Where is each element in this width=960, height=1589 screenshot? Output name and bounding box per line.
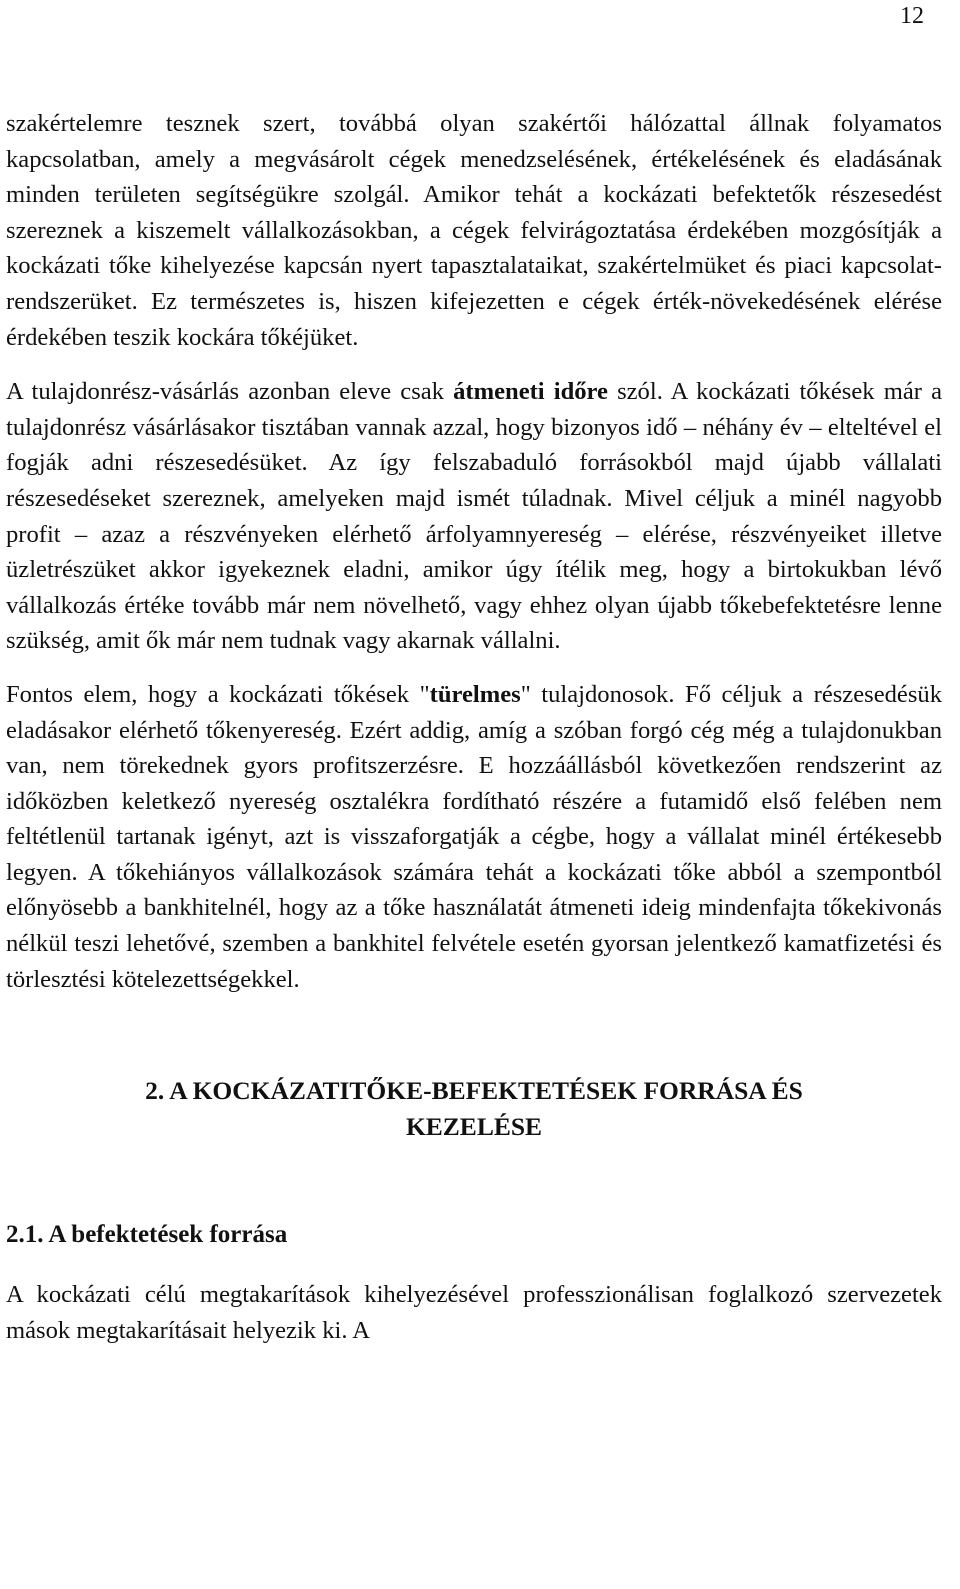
emphasis-temporary: átmeneti időre — [453, 378, 608, 406]
paragraph-expertise: szakértelemre tesznek szert, továbbá olyan szakértői hálózattal állnak folyamatos kapcsolatban, amely a megvásárolt cégek menedzselésének, értékelésének és eladásának minden területen segítségükre szolgál. Amikor tehát a kockázati befektetők részesedést szereznek a kiszemelt vállalkozásokban, a cégek felvirágoztatása érdekében mozgósítják a kockázati tőke kihelyezése kapcsán nyert tapasztalataikat, szakértelmüket és piaci kapcsolat-rendszerüket. Ez természetes is, hiszen kifejezetten e cégek érték-növekedésének elérése érdekében teszik kockára tőkéjüket. — [6, 110, 942, 351]
paragraph-savings: A kockázati célú megtakarítások kihelyezésével professzionálisan foglalkozó szervezetek mások megtakarításait helyezik ki. A — [6, 1281, 942, 1344]
section-heading — [6, 1073, 942, 1145]
paragraph-text: " tulajdonosok. Fő céljuk a részesedésük eladásakor elérhető tőkenyereség. Ezért addig, amíg a szóban forgó cég még a tulajdonukban van, nem törekednek gyors profitszerzésre. E hozzáállásból következően rendszerint az időközben keletkező nyereség osztalékra fordítható részére a futamidő első felében nem feltétlenül tartanak igényt, azt is visszaforgatják a cégbe, hogy a vállalat minél értékesebb legyen. A tőkehiányos vállalkozások számára tehát a kockázati tőke abból a szempontból előnyösebb a bankhitelnél, hogy az a tőke használatát átmeneti ideig mindenfajta tőkekivonás nélkül teszi lehetővé, szemben a bankhitel felvétele esetén gyorsan jelentkező kamatfizetési és törlesztési kötelezettségekkel. — [6, 680, 942, 993]
paragraph-temporary-ownership — [6, 374, 942, 659]
paragraph-text: A tulajdonrész-vásárlás azonban eleve csak — [6, 378, 454, 406]
section-heading-line-1: 2. A KOCKÁZATITŐKE-BEFEKTETÉSEK FORRÁSA ÉS — [145, 1076, 803, 1106]
paragraph-patient-owners — [6, 677, 942, 997]
paragraph-text: Fontos elem, hogy a kockázati tőkések " — [6, 680, 430, 708]
paragraph-text: szól. A kockázati tőkések már a tulajdonrész vásárlásakor tisztában vannak azzal, hogy bizonyos idő – néhány év – elteltével el fogják adni részesedésüket. Az így felszabaduló forrásokból majd újabb vállalati részesedéseket szereznek, amelyeken majd ismét túladnak. Mivel céljuk a minél nagyobb profit – azaz a részvényeken elérhető árfolyamnyereség – elérése, részvényeiket illetve üzletrészüket akkor igyekeznek eladni, amikor úgy ítélik meg, hogy a birtokukban lévő vállalkozás értéke tovább már nem növelhető, vagy ehhez olyan újabb tőkebefektetésre lenne szükség, amit ők már nem tudnak vagy akarnak vállalni. — [6, 378, 942, 655]
page-content — [6, 106, 942, 1348]
subsection-heading: 2.1. A befektetések forrása — [6, 1221, 288, 1249]
page-number: 12 — [900, 3, 924, 29]
section-heading-line-2: KEZELÉSE — [405, 1112, 543, 1142]
emphasis-patient: türelmes — [429, 680, 521, 708]
